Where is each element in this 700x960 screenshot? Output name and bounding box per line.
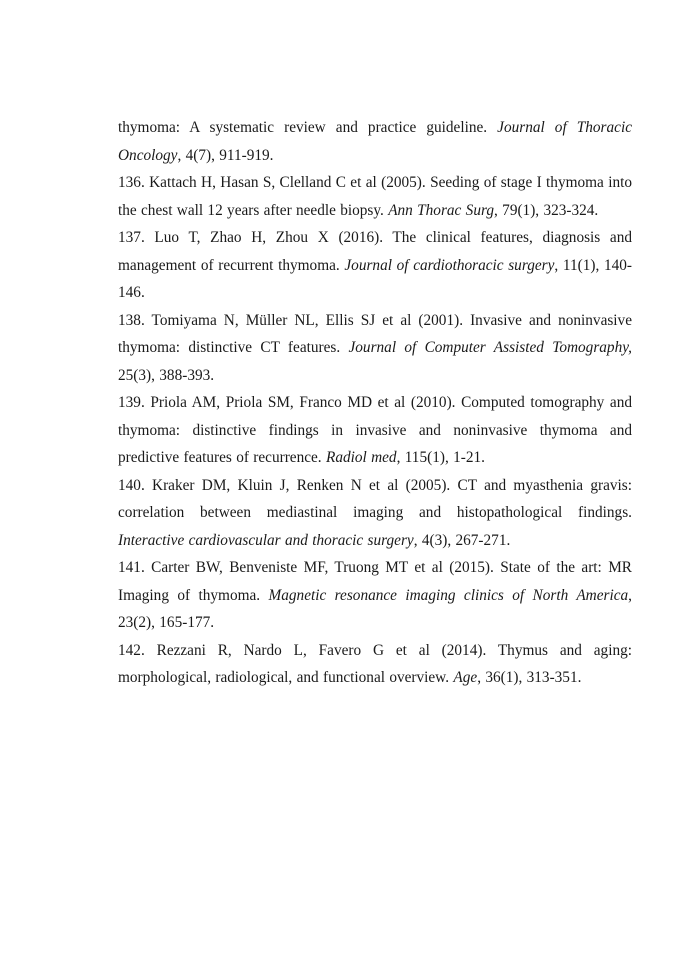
reference-item (118, 389, 632, 472)
reference-citation: , 79(1), 323-324. (494, 201, 599, 219)
reference-text: 139. Priola AM, Priola SM, Franco MD et al (2010). Computed tomography and thymoma: distinctive findings in invasive and noninvasive thymoma and predictive features of recurrence. (118, 394, 632, 466)
reference-text: 140. Kraker DM, Kluin J, Renken N et al (2005). CT and myasthenia gravis: correlation between mediastinal imaging and histopathological findings. (118, 476, 632, 521)
reference-text: 136. Kattach H, Hasan S, Clelland C et al (2005). Seeding of stage I thymoma into the chest wall 12 years after needle biopsy. (118, 174, 632, 219)
reference-citation: , 23(2), 165-177. (118, 586, 632, 631)
reference-citation: , 36(1), 313-351. (477, 669, 582, 686)
reference-item (118, 554, 632, 637)
reference-item (118, 169, 632, 224)
reference-text: 142. Rezzani R, Nardo L, Favero G et al (2014). Thymus and aging: morphological, radiological, and functional overview. (118, 641, 632, 686)
reference-text: 138. Tomiyama N, Müller NL, Ellis SJ et al (2001). Invasive and noninvasive thymoma: distinctive CT features. (118, 311, 632, 356)
reference-journal: Age (453, 669, 478, 686)
reference-item (118, 307, 632, 390)
reference-text: thymoma: A systematic review and practice guideline. (118, 119, 498, 136)
reference-text: 141. Carter BW, Benveniste MF, Truong MT et al (2015). State of the art: MR Imaging of thymoma. (118, 559, 632, 604)
reference-item (118, 114, 632, 169)
reference-citation: , 4(7), 911-919. (177, 146, 274, 164)
reference-citation: , 4(3), 267-271. (413, 531, 511, 549)
reference-journal: Interactive cardiovascular and thoracic surgery (118, 531, 414, 549)
reference-citation: , 11(1), 140-146. (118, 256, 632, 301)
reference-item (118, 472, 632, 555)
reference-item (118, 224, 632, 307)
reference-citation: , 115(1), 1-21. (396, 449, 485, 466)
reference-item (118, 637, 632, 692)
reference-list (118, 114, 632, 692)
reference-journal: Journal of Computer Assisted Tomography, (348, 339, 632, 356)
reference-journal: Radiol med (325, 449, 397, 466)
reference-citation: 25(3), 388-393. (118, 366, 215, 384)
reference-journal: Ann Thorac Surg (388, 201, 495, 219)
reference-journal: Journal of Thoracic Oncology (118, 119, 632, 164)
reference-journal: Magnetic resonance imaging clinics of North America (268, 586, 629, 604)
reference-text: 137. Luo T, Zhao H, Zhou X (2016). The clinical features, diagnosis and management of recurrent thymoma. (118, 229, 632, 274)
reference-journal: Journal of cardiothoracic surgery (344, 256, 555, 274)
